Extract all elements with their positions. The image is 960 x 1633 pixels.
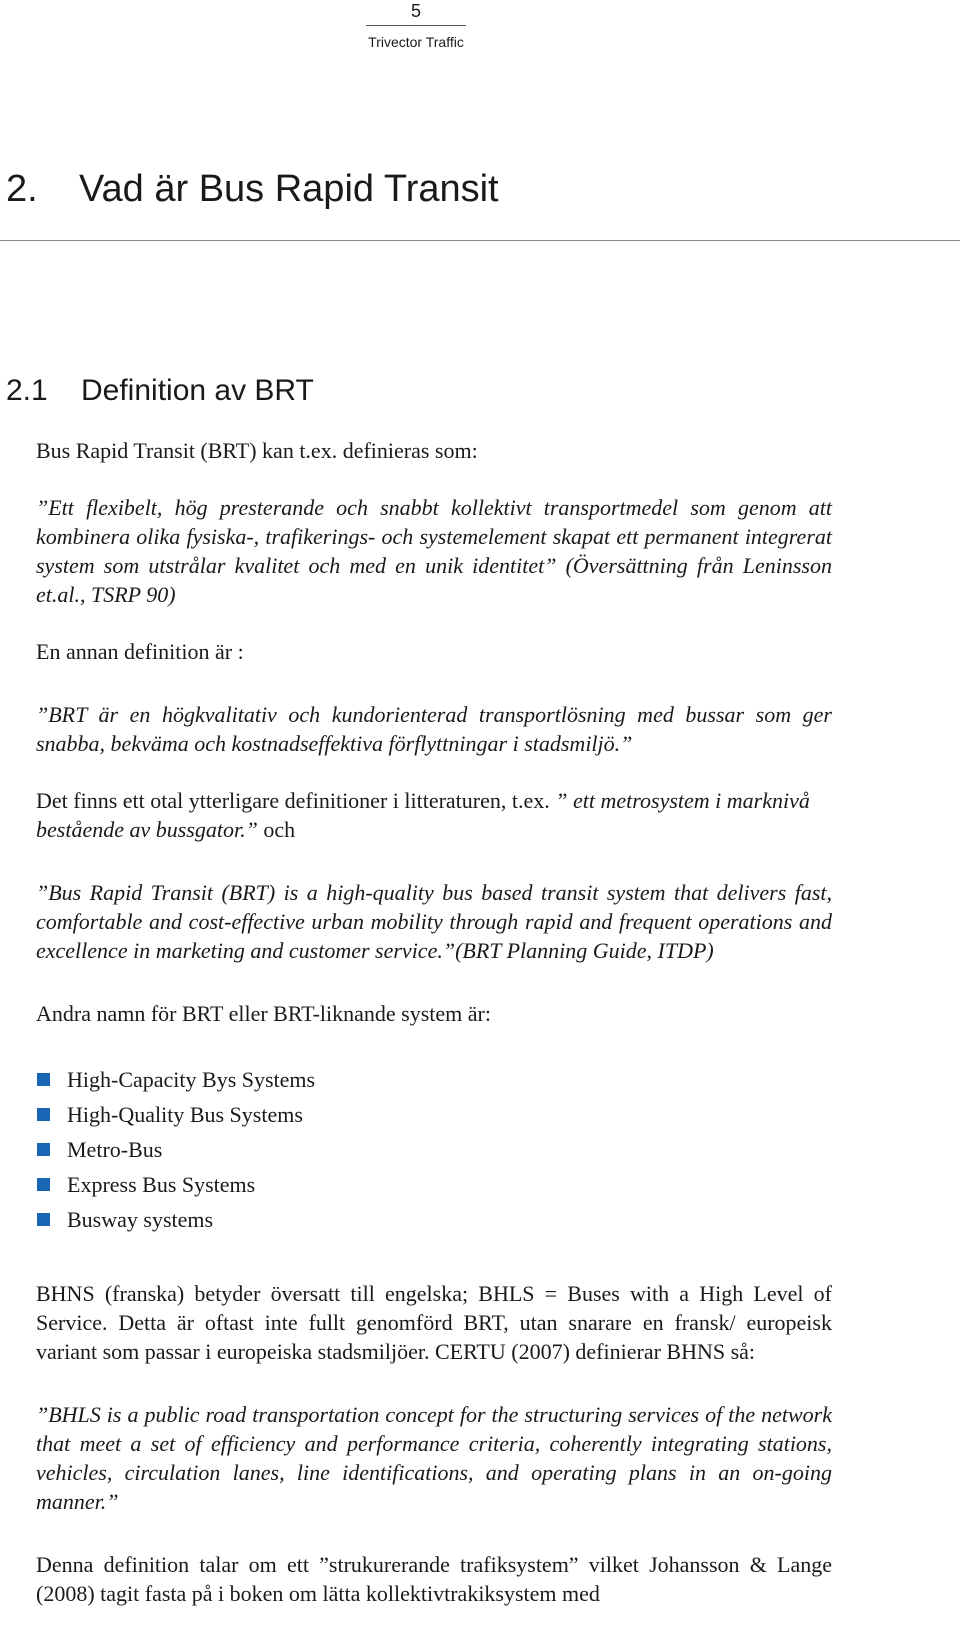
chapter-heading	[6, 166, 499, 212]
definition-quote-2: ”BRT är en högkvalitativ och kundorienterad transportlösning med bussar som ger snabba, bekväma och kostnadseffektiva förflyttningar i stadsmiljö.”	[36, 702, 832, 756]
closing-paragraph: Denna definition talar om ett ”strukurerande trafiksystem” vilket Johansson & Lange (2008) tagit fasta på i boken om lätta kollektivtrakiksystem med	[36, 1552, 832, 1606]
section-heading	[6, 372, 314, 410]
chapter-number: 2.	[6, 168, 38, 210]
list-item-label: High-Quality Bus Systems	[67, 1102, 303, 1127]
definition-quote-3: ”Bus Rapid Transit (BRT) is a high-quality bus based transit system that delivers fast, comfortable and cost-effective urban mobility through rapid and frequent operations and excellence in marketing and customer service.”(BRT Planning Guide, ITDP)	[36, 880, 832, 963]
square-bullet-icon	[37, 1213, 50, 1226]
other-names-label: Andra namn för BRT eller BRT-liknande system är:	[36, 1001, 491, 1026]
more-definitions-paragraph	[36, 786, 832, 844]
list-item	[36, 1202, 832, 1237]
list-item-label: Express Bus Systems	[67, 1172, 256, 1197]
section-title: Definition av BRT	[81, 374, 314, 407]
other-names-list	[36, 1062, 832, 1237]
square-bullet-icon	[37, 1073, 50, 1086]
square-bullet-icon	[37, 1178, 50, 1191]
definition-quote-4: ”BHLS is a public road transportation concept for the structuring services of the network that meet a set of efficiency and performance criteria, coherently integrating stations, vehicles, circulation lanes, line identifications, and operating plans in an on-going manner.”	[36, 1402, 832, 1514]
more-definitions-quote: ” ett metrosystem i marknivå bestående av bussgator.”	[36, 788, 810, 842]
list-item-label: Busway systems	[67, 1207, 214, 1232]
page-number: 5	[410, 1, 421, 21]
square-bullet-icon	[37, 1143, 50, 1156]
section-number: 2.1	[6, 374, 48, 407]
running-head: Trivector Traffic	[368, 34, 464, 50]
other-definition-label: En annan definition är :	[36, 639, 244, 664]
list-item-label: Metro-Bus	[67, 1137, 163, 1162]
more-definitions-text: Det finns ett otal ytterligare definitioner i litteraturen, t.ex.	[36, 788, 556, 813]
intro-paragraph: Bus Rapid Transit (BRT) kan t.ex. definieras som:	[36, 438, 478, 463]
list-item-label: High-Capacity Bys Systems	[67, 1067, 316, 1092]
chapter-rule	[0, 240, 960, 241]
body-text	[36, 436, 832, 1608]
definition-quote-1: ”Ett flexibelt, hög presterande och snabbt kollektivt transportmedel som genom att kombinera olika fysiska-, trafikerings- och systemelement skapat ett permanent integrerat system som utstrålar kvalitet och med en unik identitet” (Översättning från Leninsson et.al., TSRP 90)	[36, 495, 832, 607]
list-item	[36, 1167, 832, 1202]
more-definitions-tail: och	[257, 817, 296, 842]
header-rule	[366, 25, 466, 26]
bhns-paragraph: BHNS (franska) betyder översatt till engelska; BHLS = Buses with a High Level of Service. Detta är oftast inte fullt genomförd BRT, utan snarare en fransk/ europeisk variant som passar i europeiska stadsmiljöer. CERTU (2007) definierar BHNS så:	[36, 1281, 832, 1364]
chapter-title: Vad är Bus Rapid Transit	[79, 168, 499, 210]
list-item	[36, 1097, 832, 1132]
square-bullet-icon	[37, 1108, 50, 1121]
list-item	[36, 1062, 832, 1097]
page-header	[0, 0, 960, 60]
list-item	[36, 1132, 832, 1167]
